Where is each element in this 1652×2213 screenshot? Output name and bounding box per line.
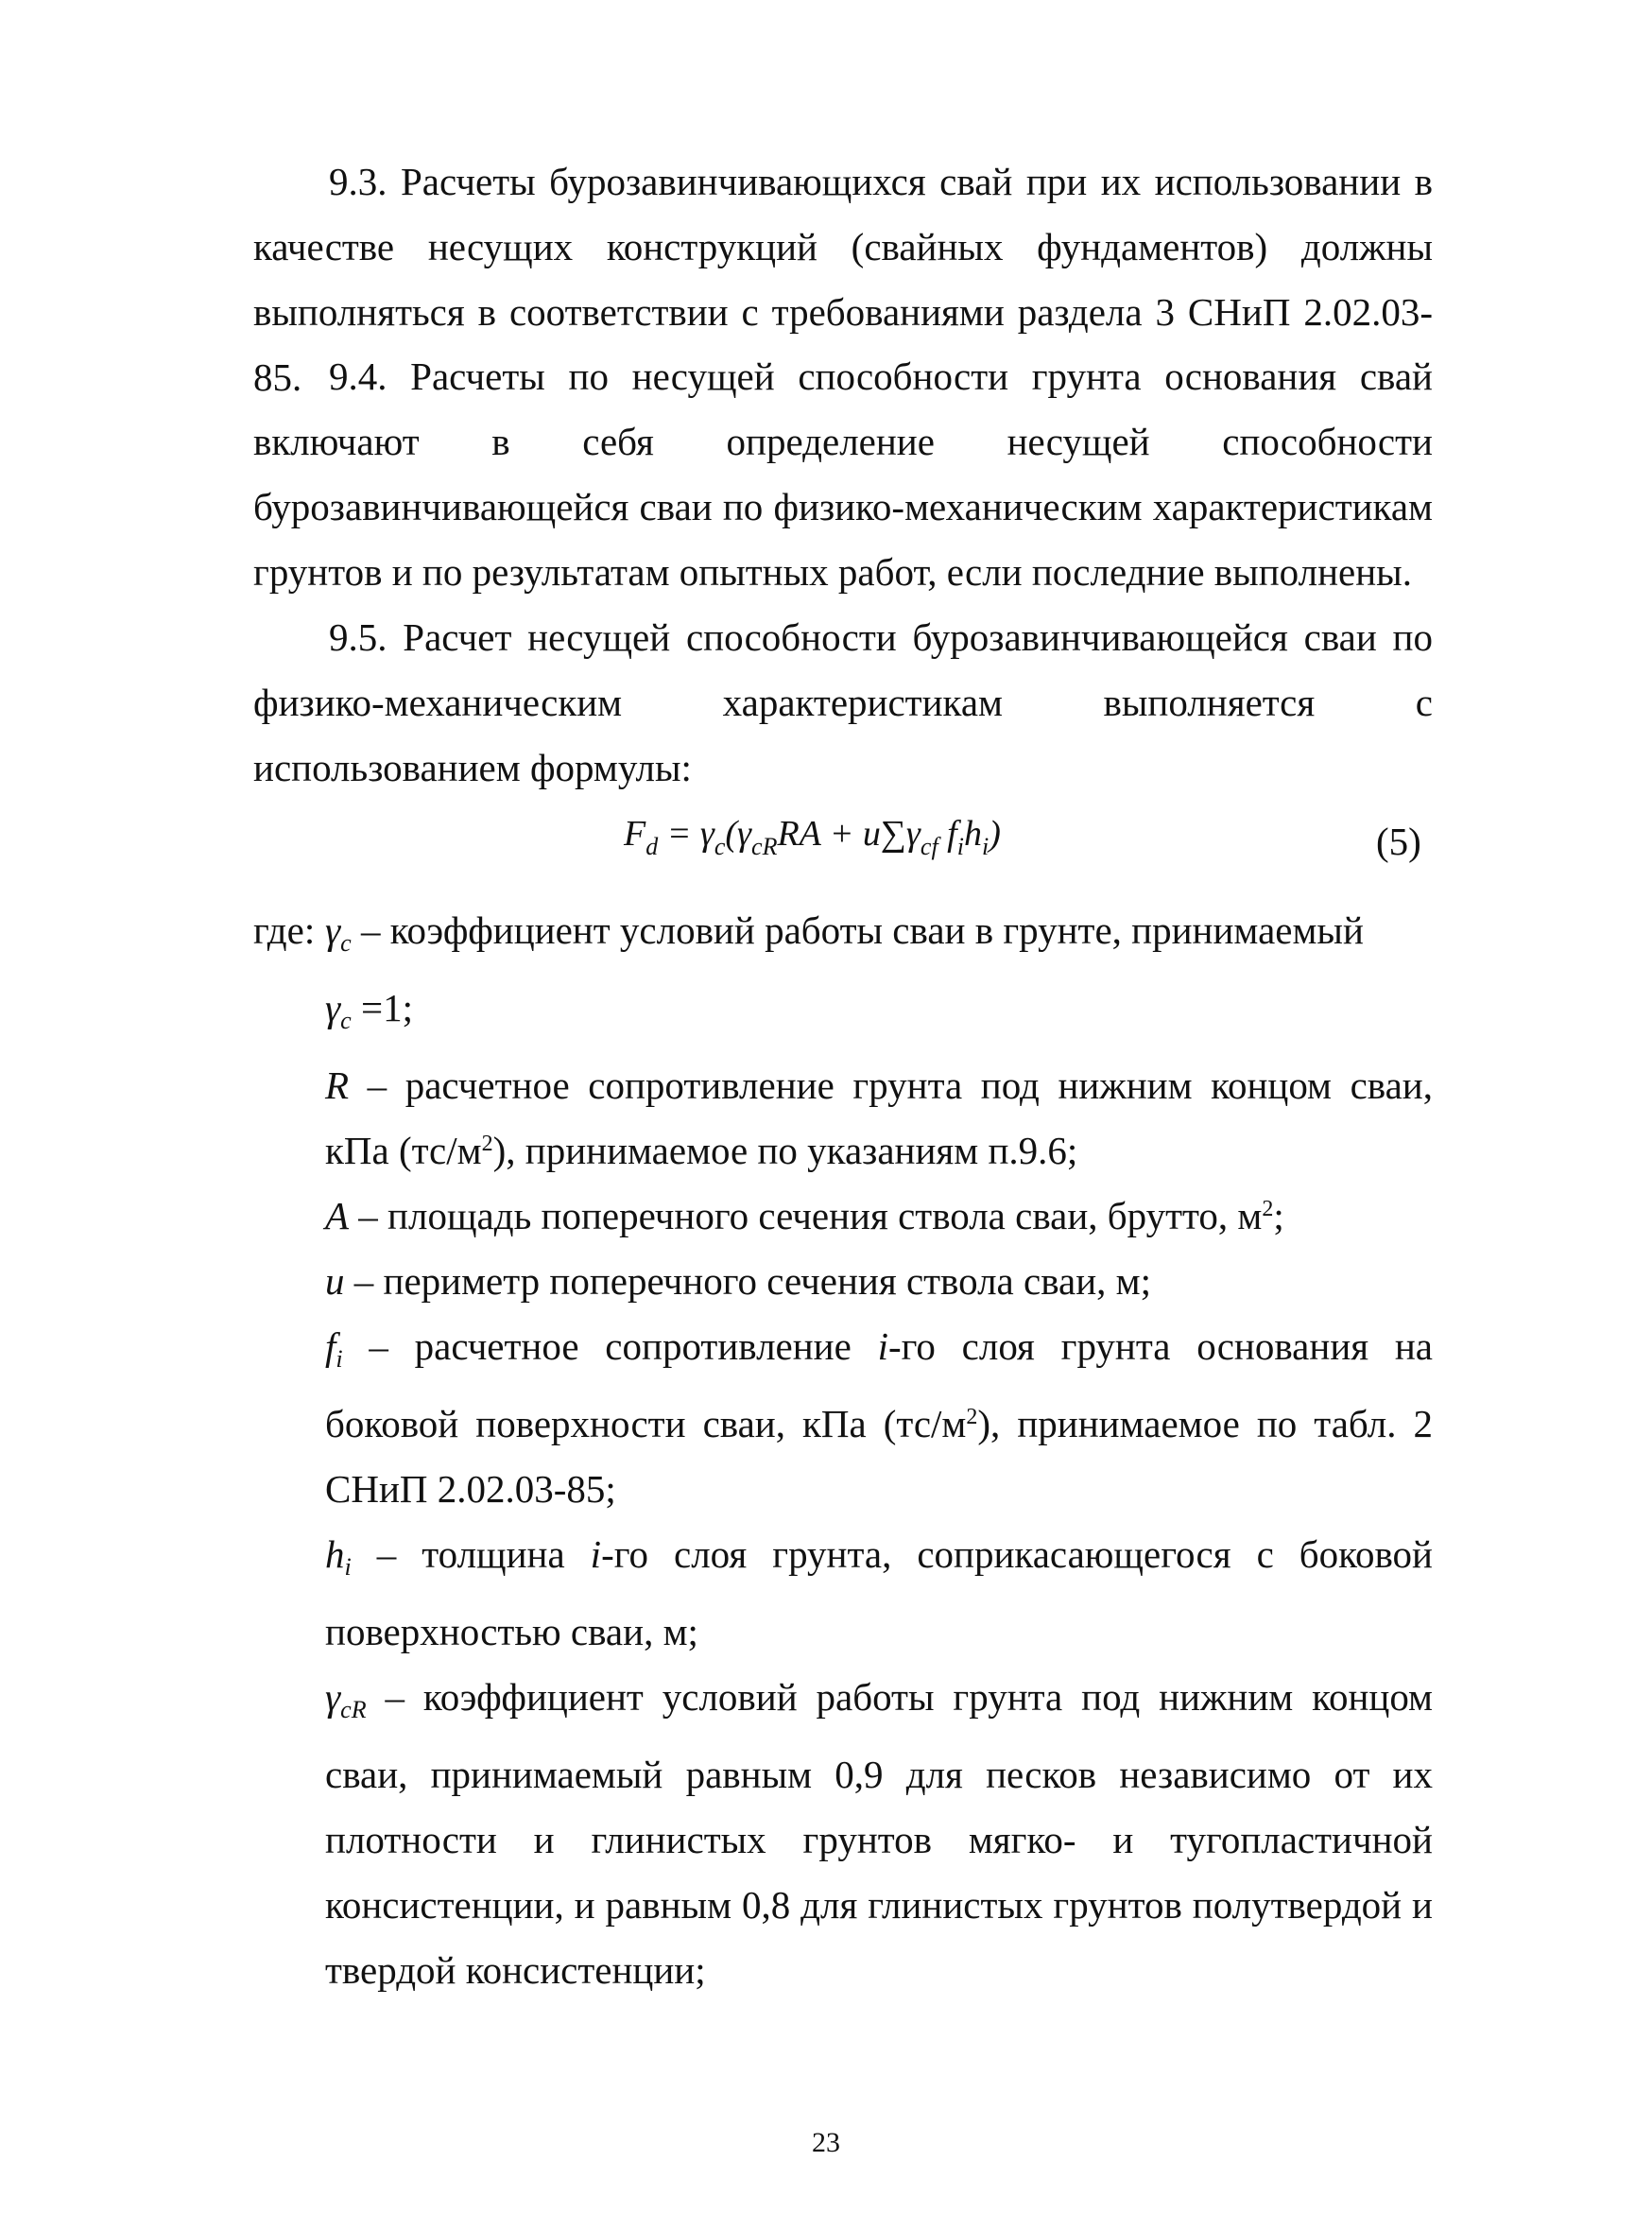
formula-sub-cR: cR bbox=[751, 833, 778, 860]
def-symbol: u bbox=[325, 1259, 345, 1303]
def-text: – коэффициент условий работы грунта под нижним концом сваи, принимаемый равным 0,9 для песков независимо от их плотности и глинистых грунтов мягко- и тугопластичной консистенции, и равным 0,8 для глинистых грунтов полутвердой и твердой консистенции; bbox=[325, 1675, 1433, 1992]
formula-sub-d: d bbox=[645, 833, 659, 860]
formula-F: F bbox=[624, 814, 646, 854]
paragraph-9-4: 9.4. Расчеты по несущей способности грунта основания свай включают в себя определение несущей способности бурозавинчивающейся сваи по физико-механическим характеристикам грунтов и по результатам опытных работ, если последние выполнены. bbox=[253, 354, 1433, 594]
definition-fi bbox=[325, 1314, 1433, 1522]
formula-h: h bbox=[963, 814, 982, 854]
def-symbol: γ bbox=[325, 1675, 341, 1719]
def-symbol-sub: c bbox=[340, 1007, 352, 1034]
definitions-list bbox=[325, 898, 1433, 2003]
definition-gamma-c-value bbox=[325, 976, 1433, 1053]
def-text: – площадь поперечного сечения ствола сваи, брутто, м bbox=[349, 1194, 1263, 1237]
formula-open: (γ bbox=[725, 814, 752, 854]
def-symbol-sub: cR bbox=[340, 1696, 367, 1723]
def-text: =1; bbox=[351, 986, 413, 1029]
paragraph-9-3: 9.3. Расчеты бурозавинчивающихся свай при их использовании в качестве несущих конструкций (свайных фундаментов) должны выполняться в соответствии с требованиями раздела 3 СНиП 2.02.03-85. bbox=[253, 160, 1433, 399]
def-symbol-sub: c bbox=[340, 929, 352, 957]
def-text: ), принимаемое по указаниям п.9.6; bbox=[492, 1129, 1078, 1172]
definition-R bbox=[325, 1053, 1433, 1184]
definition-u bbox=[325, 1249, 1433, 1314]
definition-hi bbox=[325, 1522, 1433, 1665]
def-text: ; bbox=[1273, 1194, 1284, 1237]
formula-5 bbox=[624, 813, 1001, 861]
def-sup: 2 bbox=[966, 1405, 978, 1429]
def-symbol-sub: i bbox=[344, 1553, 352, 1581]
paragraph-9-5: 9.5. Расчет несущей способности бурозавинчивающейся сваи по физико-механическим характеристикам выполняется с использованием формулы: bbox=[253, 615, 1433, 789]
def-text: – расчетное сопротивление грунта под нижним концом сваи, кПа (тс/м bbox=[325, 1063, 1433, 1172]
definition-A bbox=[325, 1184, 1433, 1249]
def-symbol-sub: i bbox=[336, 1345, 343, 1373]
def-text: – коэффициент условий работы сваи в грунте, принимаемый bbox=[351, 908, 1364, 952]
def-text: – расчетное сопротивление bbox=[342, 1324, 878, 1368]
formula-sub-i2: i bbox=[981, 833, 989, 860]
def-symbol: γ bbox=[325, 986, 341, 1029]
formula-eq-gamma: = γ bbox=[658, 814, 714, 854]
def-text: -го слоя грунта, соприкасающегося с боковой поверхностью сваи, м; bbox=[325, 1532, 1433, 1653]
def-symbol: f bbox=[325, 1324, 336, 1368]
def-symbol: R bbox=[325, 1063, 350, 1107]
definition-gamma-cR bbox=[325, 1665, 1433, 2003]
def-text: – толщина bbox=[351, 1532, 591, 1576]
def-text: -го слоя грунта основания на боковой поверхности сваи, кПа (тс/м bbox=[325, 1324, 1433, 1445]
formula-sub-c: c bbox=[714, 833, 726, 860]
def-symbol: h bbox=[325, 1532, 345, 1576]
definition-gamma-c bbox=[325, 898, 1433, 976]
def-sup: 2 bbox=[481, 1132, 493, 1156]
def-index: i bbox=[877, 1324, 888, 1368]
formula-close: ) bbox=[989, 814, 1001, 854]
formula-f: f bbox=[938, 814, 957, 854]
equation-number: (5) bbox=[1376, 820, 1421, 863]
def-sup: 2 bbox=[1262, 1197, 1274, 1221]
formula-sub-i1: i bbox=[956, 833, 964, 860]
where-label: где: bbox=[253, 908, 316, 952]
formula-sub-cf: cf bbox=[920, 833, 938, 860]
def-symbol: γ bbox=[325, 908, 341, 952]
def-index: i bbox=[590, 1532, 602, 1576]
def-text: – периметр поперечного сечения ствола сваи, м; bbox=[344, 1259, 1151, 1303]
def-symbol: A bbox=[325, 1194, 350, 1237]
def-text: ), принимаемое по табл. 2 СНиП 2.02.03-85; bbox=[325, 1402, 1433, 1511]
page-number: 23 bbox=[812, 2127, 840, 2158]
formula-mid: RA + u∑γ bbox=[777, 814, 921, 854]
